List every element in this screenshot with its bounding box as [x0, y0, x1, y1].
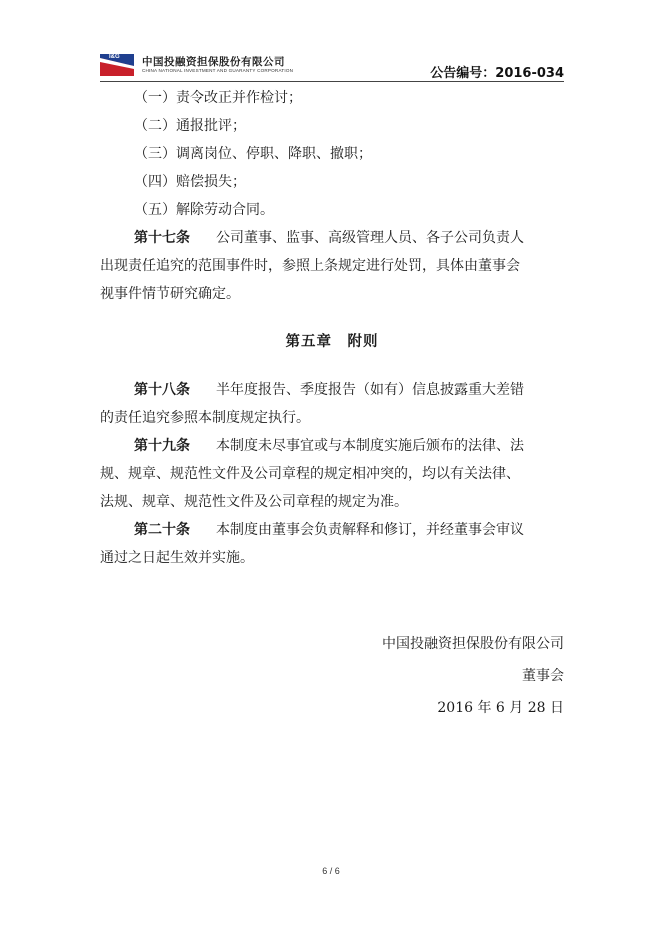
- article-text: 本制度未尽事宜或与本制度实施后颁布的法律、法: [216, 438, 524, 454]
- list-item: （一）责令改正并作检讨；: [134, 90, 302, 106]
- list-item: （四）赔偿损失；: [134, 174, 246, 190]
- page-number: 6 / 6: [322, 866, 340, 876]
- article-19: [100, 432, 564, 516]
- signature-date: 2016 年 6 月 28 日: [437, 700, 564, 716]
- list-item: （二）通报批评；: [134, 118, 246, 134]
- list-item: （五）解除劳动合同。: [134, 202, 274, 218]
- article-text: 公司董事、监事、高级管理人员、各子公司负责人: [216, 230, 524, 246]
- article-20: [100, 516, 564, 572]
- article-text: 半年度报告、季度报告（如有）信息披露重大差错: [216, 382, 524, 398]
- article-label: 第二十条: [134, 522, 190, 538]
- document-body: [100, 84, 564, 724]
- signature-board: 董事会: [522, 668, 564, 684]
- signature-block: [100, 628, 564, 724]
- article-text: 本制度由董事会负责解释和修订，并经董事会审议: [216, 522, 524, 538]
- article-text: 出现责任追究的范围事件时，参照上条规定进行处罚，具体由董事会: [100, 258, 520, 274]
- article-text: 规、规章、规范性文件及公司章程的规定相冲突的，均以有关法律、: [100, 466, 520, 482]
- signature-company: 中国投融资担保股份有限公司: [382, 636, 564, 652]
- article-label: 第十八条: [134, 382, 190, 398]
- article-17: [100, 224, 564, 308]
- logo-text: I&G: [109, 54, 120, 60]
- article-text: 法规、规章、规范性文件及公司章程的规定为准。: [100, 494, 408, 510]
- article-label: 第十七条: [134, 230, 190, 246]
- company-name-en: CHINA NATIONAL INVESTMENT AND GUARANTY CORPORATION: [142, 68, 294, 73]
- page-header: [100, 48, 564, 80]
- notice-number: 公告编号：2016-034: [430, 66, 564, 81]
- chapter-title: 第五章 附则: [285, 333, 379, 350]
- article-text: 视事件情节研究确定。: [100, 286, 240, 302]
- article-18: [100, 376, 564, 432]
- header-divider: [100, 81, 564, 82]
- article-text: 的责任追究参照本制度规定执行。: [100, 410, 310, 426]
- article-text: 通过之日起生效并实施。: [100, 550, 254, 566]
- article-label: 第十九条: [134, 438, 190, 454]
- list-item: （三）调离岗位、停职、降职、撤职；: [134, 146, 372, 162]
- company-name-cn: 中国投融资担保股份有限公司: [142, 56, 285, 68]
